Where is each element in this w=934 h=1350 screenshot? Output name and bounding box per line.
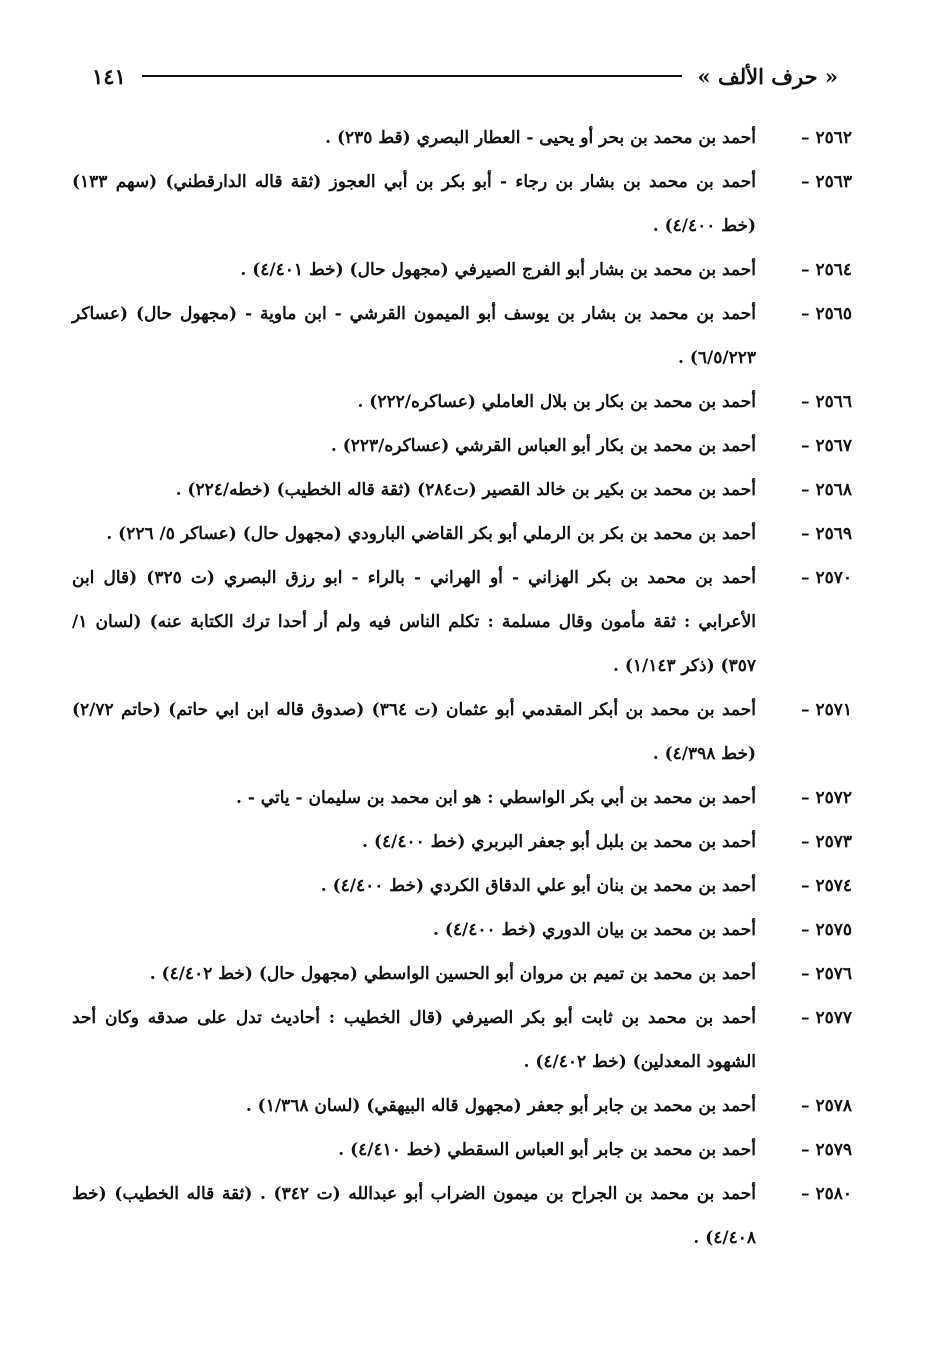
entry-number: ٢٥٧٠ –	[760, 556, 852, 600]
entry	[72, 688, 852, 776]
entry-text: أحمد بن محمد بن الجراح بن ميمون الضراب أبو عبدالله (ت ٣٤٢) . (ثقة قاله الخطيب) (خط ٤/٤٠٨) .	[72, 1184, 756, 1248]
entry-text: أحمد بن محمد بن جابر أبو العباس السقطي (خط ٤/٤١٠) .	[338, 1140, 756, 1160]
entry-number: ٢٥٧٥ –	[760, 908, 852, 952]
entry	[72, 424, 852, 468]
entry-number: ٢٥٦٢ –	[760, 116, 852, 160]
entry-number: ٢٥٧١ –	[760, 688, 852, 732]
entry	[72, 996, 852, 1084]
entry	[72, 512, 852, 556]
entry-text: أحمد بن محمد بن بشار بن رجاء - أبو بكر بن أبي العجوز (ثقة قاله الدارقطني) (سهم ١٣٣) (خط ٤/٤٠٠) .	[72, 172, 756, 236]
entry	[72, 116, 852, 160]
header-rule	[142, 75, 682, 77]
entry-number: ٢٥٧٣ –	[760, 820, 852, 864]
entry	[72, 1172, 852, 1260]
entry-text: أحمد بن محمد بن بشار أبو الفرج الصيرفي (مجهول حال) (خط ٤/٤٠١) .	[240, 260, 756, 280]
entry	[72, 292, 852, 380]
entry-text: أحمد بن محمد بن أبي بكر الواسطي : هو ابن محمد بن سليمان - ياتي - .	[235, 788, 756, 808]
entry-text: أحمد بن محمد بن بيان الدوري (خط ٤/٤٠٠) .	[433, 920, 756, 940]
entry-number: ٢٥٦٨ –	[760, 468, 852, 512]
entry-number: ٢٥٦٦ –	[760, 380, 852, 424]
entry	[72, 468, 852, 512]
entry-text: أحمد بن محمد بن بكر بن الرملي أبو بكر القاضي البارودي (مجهول حال) (عساكر ٥/ ٢٢٦) .	[106, 524, 756, 544]
entry-text: أحمد بن محمد بن تميم بن مروان أبو الحسين الواسطي (مجهول حال) (خط ٤/٤٠٢) .	[149, 964, 756, 984]
entry	[72, 820, 852, 864]
entry-list	[72, 116, 852, 1260]
entry	[72, 248, 852, 292]
entry	[72, 1128, 852, 1172]
entry-number: ٢٥٧٨ –	[760, 1084, 852, 1128]
entry-text: أحمد بن محمد بن بنان أبو علي الدقاق الكردي (خط ٤/٤٠٠) .	[320, 876, 756, 896]
entry-number: ٢٥٦٣ –	[760, 160, 852, 204]
entry	[72, 908, 852, 952]
entry-text: أحمد بن محمد بن بكير بن خالد القصير (ت٢٨٤) (ثقة قاله الخطيب) (خطه/٢٢٤) .	[175, 480, 756, 500]
entry-text: أحمد بن محمد بن بلبل أبو جعفر البربري (خط ٤/٤٠٠) .	[362, 832, 756, 852]
entry	[72, 864, 852, 908]
entry	[72, 380, 852, 424]
entry-text: أحمد بن محمد بن بكار أبو العباس القرشي (عساكره/٢٢٣) .	[330, 436, 756, 456]
entry-number: ٢٥٦٥ –	[760, 292, 852, 336]
entry-text: أحمد بن محمد بن بحر أو يحيى - العطار البصري (قط ٢٣٥) .	[325, 128, 756, 148]
entry-number: ٢٥٧٩ –	[760, 1128, 852, 1172]
entry-text: أحمد بن محمد بن جابر أبو جعفر (مجهول قاله البيهقي) (لسان ١/٣٦٨) .	[245, 1096, 756, 1116]
entry	[72, 1084, 852, 1128]
running-title: « حرف الألف »	[697, 63, 838, 89]
entry-number: ٢٥٧٧ –	[760, 996, 852, 1040]
entry-text: أحمد بن محمد بن بكر الهزاني - أو الهراني - بالراء - ابو رزق البصري (ت ٣٢٥) (قال ابن الأعرابي : ثقة مأمون وقال مسلمة : تكلم الناس فيه ولم أر أحدا ترك الكتابة عنه) (لسان ١/ ٣٥٧) (ذكر ١/١٤٣) .	[72, 568, 756, 676]
entry-number: ٢٥٦٤ –	[760, 248, 852, 292]
page-number: ١٤١	[92, 63, 126, 89]
entry-number: ٢٥٦٩ –	[760, 512, 852, 556]
entry-number: ٢٥٧٦ –	[760, 952, 852, 996]
entry	[72, 776, 852, 820]
entry-number: ٢٥٦٧ –	[760, 424, 852, 468]
entry-number: ٢٥٧٤ –	[760, 864, 852, 908]
entry-text: أحمد بن محمد بن بكار بن بلال العاملي (عساكره/٢٢٢) .	[357, 392, 756, 412]
entry-text: أحمد بن محمد بن بشار بن يوسف أبو الميمون القرشي - ابن ماوية - (مجهول حال) (عساكر ٦/٥/٢٢٣) .	[72, 304, 756, 368]
entry-number: ٢٥٧٢ –	[760, 776, 852, 820]
entry-text: أحمد بن محمد بن ثابت أبو بكر الصيرفي (قال الخطيب : أحاديث تدل على صدقه وكان أحد الشهود المعدلين) (خط ٤/٤٠٢) .	[72, 1008, 756, 1072]
entry-text: أحمد بن محمد بن أبكر المقدمي أبو عثمان (ت ٣٦٤) (صدوق قاله ابن ابي حاتم) (حاتم ٢/٧٢) (خط ٤/٣٩٨) .	[72, 700, 756, 764]
entry	[72, 952, 852, 996]
entry	[72, 556, 852, 688]
entry	[72, 160, 852, 248]
running-head	[72, 56, 838, 96]
entry-number: ٢٥٨٠ –	[760, 1172, 852, 1216]
